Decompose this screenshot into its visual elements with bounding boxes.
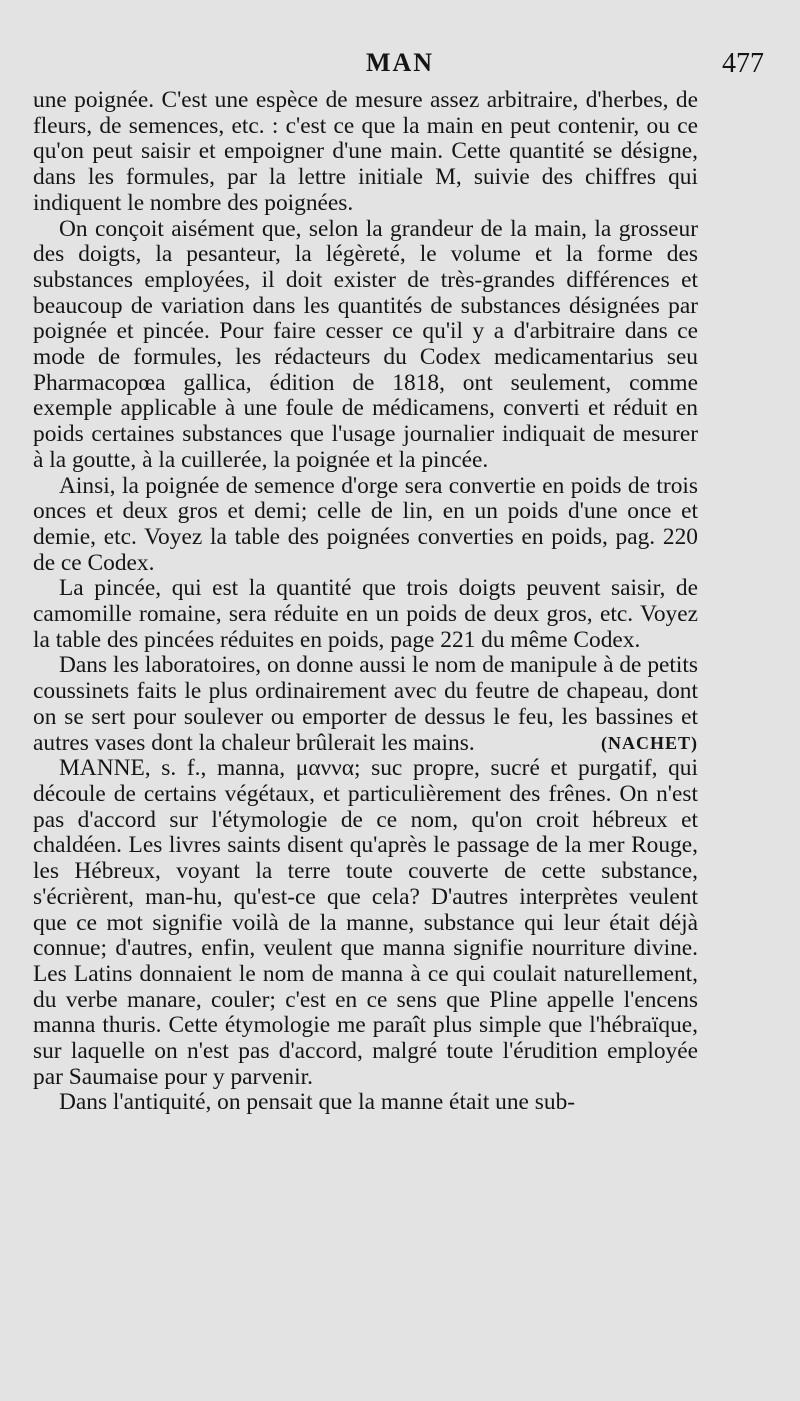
paragraph-1: une poignée. C'est une espèce de mesure assez arbitraire, d'herbes, de fleurs, de semences, etc. : c'est ce que la main en peut contenir, ou ce qu'on peut saisir et empoigner d'une main. Cette quantité se désigne, dans les formules, par la lettre initiale M, suivie des chiffres qui indiquent le nombre des poignées. bbox=[33, 87, 698, 216]
author-signature: (NACHET) bbox=[601, 732, 698, 753]
paragraph-2: On conçoit aisément que, selon la grandeur de la main, la grosseur des doigts, la pesanteur, la légèreté, le volume et la forme des substances employées, il doit exister de très-grandes différences et beaucoup de variation dans les quantités de substances désignées par poignée et pincée. Pour faire cesser ce qu'il y a d'arbitraire dans ce mode de formules, les rédacteurs du Codex medicamentarius seu Pharmacopœa gallica, édition de 1818, ont seulement, comme exemple applicable à une foule de médicamens, converti et réduit en poids certaines substances que l'usage journalier indiquait de mesurer à la goutte, à la cuillerée, la poignée et la pincée. bbox=[33, 215, 698, 473]
page-header bbox=[0, 48, 800, 88]
paragraph-5 bbox=[33, 653, 698, 756]
paragraph-4: La pincée, qui est la quantité que trois doigts peuvent saisir, de camomille romaine, sera réduite en un poids de deux gros, etc. Voyez la table des pincées réduites en poids, page 221 du même Codex. bbox=[33, 575, 698, 653]
paragraph-6-manne-entry: MANNE, s. f., manna, μαννα; suc propre, sucré et purgatif, qui découle de certains végétaux, et particulièrement des frênes. On n'est pas d'accord sur l'étymologie de ce nom, qu'on croit hébreux et chaldéen. Les livres saints disent qu'après le passage de la mer Rouge, les Hébreux, voyant la terre toute couverte de cette substance, s'écrièrent, man-hu, qu'est-ce que cela? D'autres interprètes veulent que ce mot signifie voilà de la manne, substance qui leur était déjà connue; d'autres, enfin, veulent que manna signifie nourriture divine. Les Latins donnaient le nom de manna à ce qui coulait naturellement, du verbe manare, couler; c'est en ce sens que Pline appelle l'encens manna thuris. Cette étymologie me paraît plus simple que l'hébraïque, sur laquelle on n'est pas d'accord, malgré toute l'érudition employée par Saumaise pour y parvenir. bbox=[33, 755, 698, 1090]
paragraph-7: Dans l'antiquité, on pensait que la manne était une sub- bbox=[59, 1089, 576, 1116]
paragraph-5-text: Dans les laboratoires, on donne aussi le nom de manipule à de petits coussinets faits le plus ordinairement avec du feutre de chapeau, dont on se sert pour soulever ou emporter de dessus le feu, les bassines et autres vases dont la chaleur brûlerait les mains. bbox=[33, 652, 698, 756]
running-head: MAN bbox=[365, 48, 435, 77]
page-number: 477 bbox=[722, 48, 764, 79]
paragraph-3: Ainsi, la poignée de semence d'orge sera convertie en poids de trois onces et deux gros et demi; celle de lin, en un poids d'une once et demie, etc. Voyez la table des poignées converties en poids, pag. 220 de ce Codex. bbox=[33, 472, 698, 576]
page-body bbox=[33, 88, 698, 1116]
